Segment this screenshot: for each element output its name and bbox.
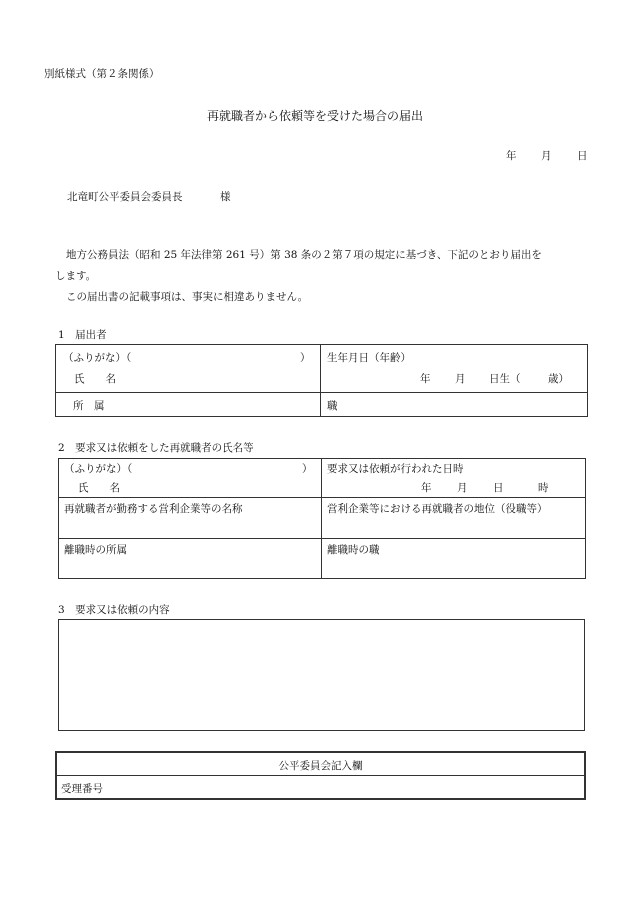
s1-affiliation-label: 所 属 bbox=[73, 400, 105, 412]
date-year-label: 年 bbox=[506, 150, 517, 162]
s1-position-label: 職 bbox=[327, 400, 338, 412]
s2-former-position-label: 離職時の職 bbox=[327, 544, 380, 556]
section-3-content-box bbox=[58, 619, 585, 731]
addressee: 北竜町公平委員会委員長 bbox=[67, 191, 183, 203]
section-2-divider bbox=[321, 458, 322, 579]
s1-birth-month: 月 bbox=[455, 373, 466, 385]
s2-dt-hour: 時 bbox=[538, 482, 549, 494]
s2-furigana-close: ） bbox=[302, 463, 313, 475]
addressee-honorific: 様 bbox=[220, 191, 231, 203]
form-number-label: 別紙様式（第２条関係） bbox=[44, 68, 160, 80]
committee-row-divider bbox=[55, 775, 586, 776]
s1-birth-year: 年 bbox=[420, 373, 431, 385]
s1-furigana-close: ） bbox=[300, 352, 311, 364]
section-2-heading: 2 要求又は依頼をした再就職者の氏名等 bbox=[58, 442, 254, 454]
committee-heading: 公平委員会記入欄 bbox=[278, 760, 363, 772]
section-1-heading: 1 届出者 bbox=[58, 329, 107, 341]
attestation-text: この届出書の記載事項は、事実に相違ありません。 bbox=[66, 291, 309, 303]
s2-former-affiliation-label: 離職時の所属 bbox=[64, 544, 127, 556]
s1-furigana-label: （ふりがな）（ bbox=[63, 352, 132, 364]
s2-dt-year: 年 bbox=[421, 482, 432, 494]
section-2-table bbox=[58, 458, 586, 579]
s2-dt-day: 日 bbox=[493, 482, 504, 494]
s2-name-label: 氏 名 bbox=[78, 482, 120, 494]
section-2-row-divider-1 bbox=[58, 497, 586, 498]
section-1-divider bbox=[320, 344, 321, 417]
s1-birth-age: 歳） bbox=[548, 373, 569, 385]
s1-birth-day: 日生（ bbox=[489, 373, 521, 385]
statement-line-1: 地方公務員法（昭和 25 年法律第 261 号）第 38 条の２第７項の規定に基づき、下記のとおり届出を bbox=[66, 249, 542, 261]
statement-line-2: します。 bbox=[55, 270, 97, 282]
s2-datetime-label: 要求又は依頼が行われた日時 bbox=[327, 463, 464, 475]
date-month-label: 月 bbox=[541, 150, 552, 162]
s2-dt-month: 月 bbox=[457, 482, 468, 494]
s2-company-label: 再就職者が勤務する営利企業等の名称 bbox=[64, 503, 243, 515]
s2-furigana-label: （ふりがな）（ bbox=[64, 463, 133, 475]
document-title: 再就職者から依頼等を受けた場合の届出 bbox=[206, 109, 423, 123]
receipt-number-label: 受理番号 bbox=[61, 783, 103, 795]
s2-company-position-label: 営利企業等における再就職者の地位（役職等） bbox=[327, 503, 548, 515]
section-3-heading: 3 要求又は依頼の内容 bbox=[58, 604, 170, 616]
s1-birthdate-label[interactable]: 生年月日（年齢） bbox=[327, 352, 411, 364]
section-2-row-divider-2 bbox=[58, 538, 586, 539]
date-day-label: 日 bbox=[577, 150, 588, 162]
s1-name-label: 氏 名 bbox=[74, 373, 116, 385]
section-1-row-divider bbox=[55, 392, 588, 393]
